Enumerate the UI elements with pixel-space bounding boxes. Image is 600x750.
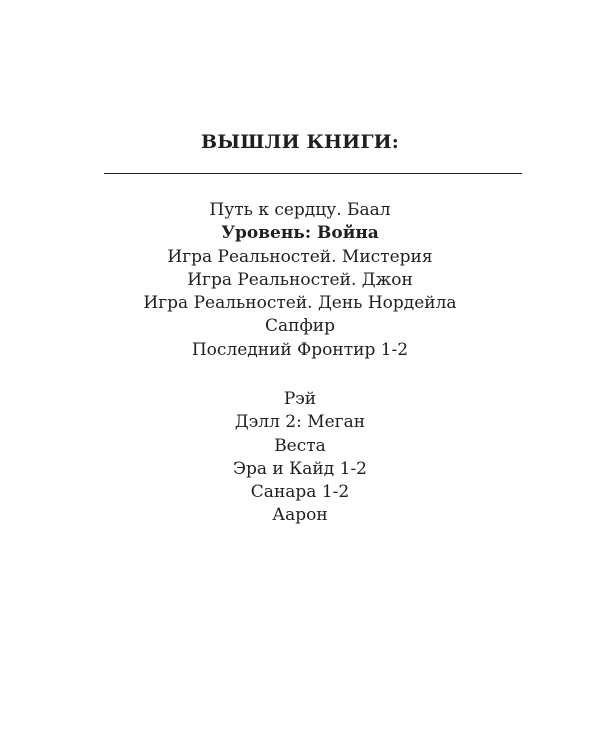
books-list-group-2 [0, 388, 600, 528]
book-title: Игра Реальностей. День Нордейла [143, 293, 457, 314]
heading-divider [104, 173, 522, 174]
book-title: Веста [274, 435, 326, 456]
book-title: Аарон [272, 505, 328, 526]
book-title: Эра и Кайд 1-2 [232, 458, 368, 479]
book-title: Дэлл 2: Меган [234, 412, 366, 433]
books-list-group-1 [0, 199, 600, 362]
book-title: Игра Реальностей. Мистерия [167, 246, 433, 267]
book-title: Санара 1-2 [250, 482, 350, 503]
book-title-highlighted: Уровень: Война [221, 223, 379, 244]
book-title: Игра Реальностей. Джон [187, 269, 413, 290]
book-title: Сапфир [265, 316, 335, 337]
book-title: Путь к сердцу. Баал [209, 200, 391, 220]
book-title: Рэй [283, 389, 317, 409]
page-heading: ВЫШЛИ КНИГИ: [200, 131, 400, 153]
book-title: Последний Фронтир 1-2 [191, 339, 409, 360]
